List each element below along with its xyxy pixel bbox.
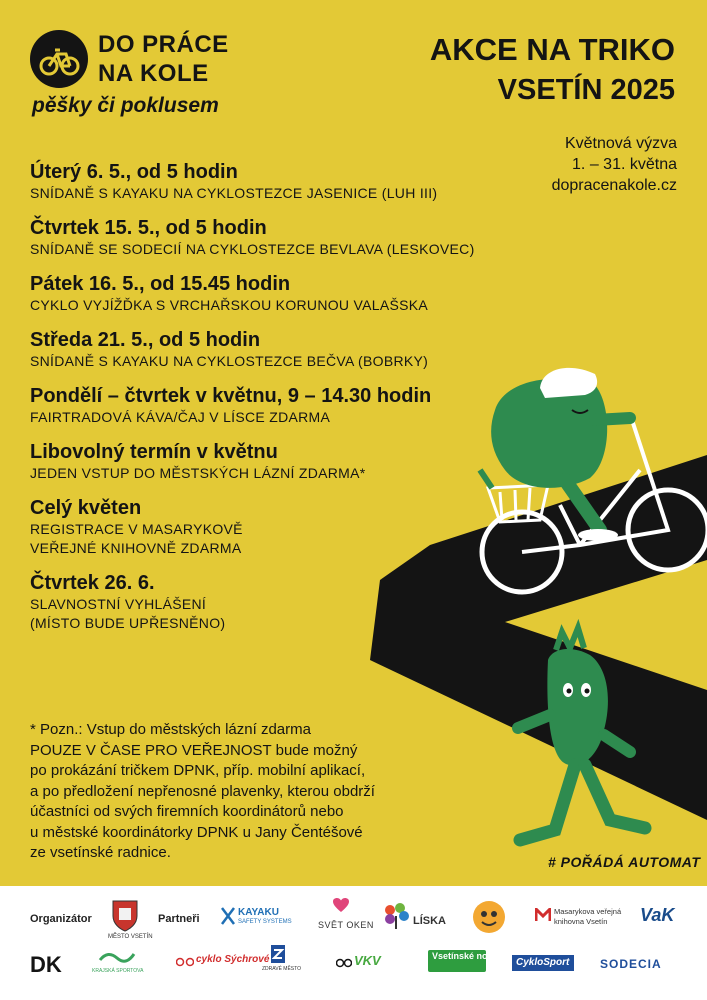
healthy-city-icon: [270, 944, 286, 964]
event-item: [30, 384, 550, 427]
event-date: Pátek 16. 5., od 15.45 hodin: [30, 273, 291, 295]
partner-vak: VaK: [640, 905, 675, 925]
title-line-2: VSETÍN 2025: [497, 74, 675, 106]
page-title: [430, 30, 675, 110]
challenge-line: Květnová výzva: [564, 135, 677, 152]
library-mascot-icon: [472, 900, 506, 934]
vkv-bike-icon: [336, 954, 352, 968]
partner-sodecia: SODECIA: [600, 957, 662, 971]
event-description: SNÍDANĚ S KAYAKU NA CYKLOSTEZCE BEČVA (BOBRKY): [30, 353, 429, 369]
logo-line-1: DO PRÁCE: [98, 31, 229, 58]
footnote-line: po prokázání tričkem DPNK, příp. mobilní aplikací,: [30, 762, 366, 779]
organizer-name: MĚSTO VSETÍN: [108, 934, 153, 940]
event-description: FAIRTRADOVÁ KÁVA/ČAJ V LÍSCE ZDARMA: [30, 409, 331, 425]
bike-logo-icon: [30, 30, 88, 88]
partner-vkv: VKV: [354, 953, 381, 968]
partner-liska: LÍSKA: [413, 915, 446, 927]
sponsor-bar: [0, 886, 707, 1000]
logo-title: [98, 30, 229, 88]
event-description: SNÍDANĚ S KAYAKU NA CYKLOSTEZCE JASENICE (LUH III): [30, 185, 438, 201]
event-description: SLAVNOSTNÍ VYHLÁŠENÍ: [30, 596, 207, 612]
event-date: Čtvrtek 15. 5., od 5 hodin: [30, 217, 267, 239]
event-description: (MÍSTO BUDE UPŘESNĚNO): [30, 615, 226, 631]
partner-svet-oken: SVĚT OKEN: [318, 920, 374, 930]
event-item: [30, 328, 550, 371]
kayaku-logo-icon: [220, 906, 236, 926]
logo-line-2: NA KOLE: [98, 60, 209, 87]
event-description: REGISTRACE V MASARYKOVĚ: [30, 521, 243, 537]
organizer-hashtag: # POŘÁDÁ AUTOMAT: [548, 854, 701, 870]
event-date: Celý květen: [30, 497, 142, 519]
event-date: Libovolný termín v květnu: [30, 441, 278, 463]
challenge-info: [552, 133, 677, 196]
challenge-link[interactable]: dopracenakole.cz: [551, 177, 677, 194]
footnote-line: účastníci od svých firemních koordinátorů nebo: [30, 803, 344, 820]
partner-dk: DK: [30, 952, 62, 977]
heart-logo-icon: [332, 897, 350, 913]
event-item: [30, 216, 550, 259]
event-description: JEDEN VSTUP DO MĚSTSKÝCH LÁZNÍ ZDARMA*: [30, 465, 366, 481]
event-date: Úterý 6. 5., od 5 hodin: [30, 161, 238, 183]
event-item: [30, 272, 550, 315]
event-description: VEŘEJNÉ KNIHOVNĚ ZDARMA: [30, 540, 242, 556]
footnote-line: POUZE V ČASE PRO VEŘEJNOST bude možný: [30, 741, 358, 759]
organizer-label: Organizátor: [30, 913, 92, 925]
event-item: [30, 496, 550, 558]
partner-library-line1: Masarykova veřejná: [554, 907, 622, 916]
partner-noviny: Vsetínské noviny: [432, 951, 506, 961]
event-item: [30, 160, 550, 203]
event-description: SNÍDANĚ SE SODECIÍ NA CYKLOSTEZCE BEVLAVA (LESKOVEC): [30, 241, 475, 257]
event-item: [30, 440, 550, 483]
event-item: [30, 571, 550, 633]
partner-cyklosport: CykloSport: [516, 957, 570, 968]
event-list: [30, 160, 550, 646]
partner-zdrave-mesto: ZDRAVÉ MĚSTO: [262, 966, 301, 972]
liska-tree-icon: [382, 902, 410, 930]
cyklo-bike-icon: [176, 953, 194, 967]
challenge-line: 1. – 31. května: [572, 156, 677, 173]
event-date: Čtvrtek 26. 6.: [30, 572, 155, 594]
footnote: [30, 720, 470, 864]
partner-kayaku-sub: SAFETY SYSTEMS: [238, 919, 292, 925]
event-date: Pondělí – čtvrtek v květnu, 9 – 14.30 hodin: [30, 385, 432, 407]
partner-kayaku: KAYAKU: [238, 907, 279, 918]
logo-subtitle: pěšky či poklusem: [32, 94, 219, 117]
title-line-1: AKCE NA TRIKO: [429, 32, 675, 67]
partners-label: Partneři: [158, 913, 200, 925]
partner-sport: KRAJSKÁ SPORTOVA: [92, 968, 144, 974]
footnote-line: a po předložení nepřenosné plavenky, kterou obdrží: [30, 782, 375, 800]
event-description: CYKLO VYJÍŽĎKA S VRCHAŘSKOU KORUNOU VALAŠSKA: [30, 297, 429, 313]
footnote-line: u městské koordinátorky DPNK u Jany Čentéšové: [30, 823, 363, 841]
partner-cyklo: cyklo Sýchrové: [196, 954, 270, 965]
footnote-line: ze vsetínské radnice.: [30, 844, 171, 861]
partner-library-line2: knihovna Vsetín: [554, 917, 608, 926]
sport-wave-icon: [98, 948, 136, 966]
city-crest-icon: [110, 898, 140, 932]
footnote-line: * Pozn.: Vstup do městských lázní zdarma: [30, 721, 311, 738]
event-date: Středa 21. 5., od 5 hodin: [30, 329, 261, 351]
masaryk-library-icon: [535, 908, 551, 922]
